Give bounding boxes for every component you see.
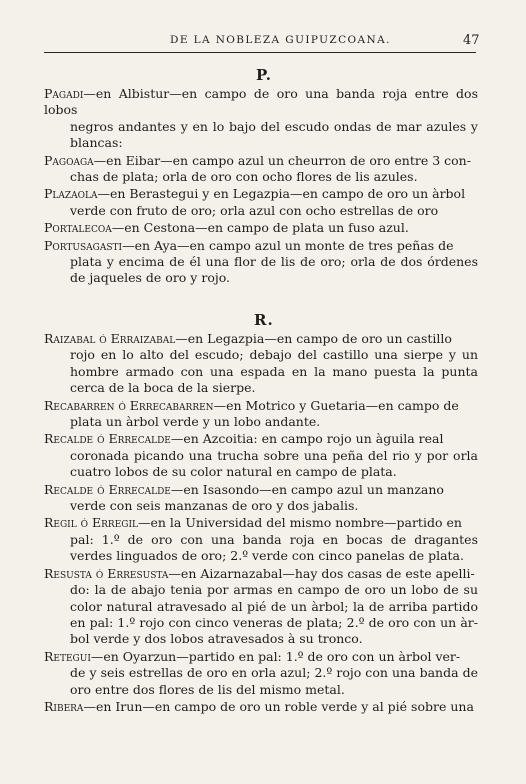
entry-surname: Ribera — [44, 698, 84, 714]
entry-ribera — [44, 699, 478, 715]
entry-continuation: chas de plata; orla de oro con ocho flores de lis azules. — [70, 169, 418, 185]
entry-continuation: de y seis estrellas de oro en orla azul; 2.º rojo con una banda de oro entre dos flores de lis del mismo metal. — [70, 665, 478, 697]
entry-continuation: verde con seis manzanas de oro y dos jabalis. — [70, 498, 359, 514]
section-letter-p: P. — [256, 66, 273, 84]
entry-pagadi — [44, 86, 478, 152]
entry-pagoaga — [44, 153, 478, 186]
entry-continuation: coronada picando una trucha sobre una peña del rio y por orla cuatro lobos de su color natural en campo de plata. — [70, 447, 478, 480]
entry-surname: Retegui — [44, 648, 91, 664]
entry-surname: Plazaola — [44, 186, 98, 202]
entry-raizabal — [44, 331, 478, 397]
page-number: 47 — [463, 33, 480, 48]
header-rule — [44, 52, 476, 53]
entry-surname: Regil ó Erregil — [44, 515, 138, 531]
entry-surname: Recabarren ó Errecabarren — [44, 397, 214, 413]
entry-text: —en Berastegui y en Legazpia—en campo de oro un àrbol — [97, 186, 466, 202]
entry-text: —en Isasondo—en campo azul un manzano — [170, 481, 444, 497]
running-head: DE LA NOBLEZA GUIPUZCOANA. — [170, 34, 391, 46]
entry-resusta — [44, 566, 478, 648]
entry-text: —en la Universidad del mismo nombre—partido en — [138, 515, 462, 531]
entry-text: —en Aizarnazabal—hay dos casas de este apelli- — [168, 565, 475, 581]
entry-continuation: plata un àrbol verde y un lobo andante. — [70, 414, 321, 430]
entry-surname: Recalde ó Errecalde — [44, 431, 171, 447]
entry-text: —en Eibar—en campo azul un cheurron de oro entre 3 con- — [93, 152, 471, 168]
section-p-entries — [44, 86, 478, 288]
entry-surname: Resusta ó Erresusta — [44, 565, 169, 581]
entry-surname: Raizabal ó Erraizabal — [44, 331, 176, 346]
entry-continuation: pal: 1.º de oro con una banda roja en bocas de dragantes verdes linguados de oro; 2.º verde con cinco panelas de plata. — [70, 531, 478, 564]
entry-continuation: negros andantes y en lo bajo del escudo ondas de mar azules y blancas: — [70, 118, 478, 151]
entry-continuation: do: la de abajo tenia por armas en campo de oro un lobo de su color natural atravesado al pié de un àrbol; la de arriba partido en pal: 1.º rojo con cinco veneras de plata; 2.º de oro con un àr- bol verde y dos lobos atravesados à su tronco. — [70, 582, 478, 647]
page-header — [0, 34, 526, 54]
entry-regil — [44, 515, 478, 564]
entry-text: —en Cestona—en campo de plata un fuso azul. — [111, 220, 409, 236]
section-letter-r: R. — [254, 311, 274, 329]
entry-text: —en Irun—en campo de oro un roble verde y al pié sobre una — [83, 698, 474, 714]
entry-text: —en Azcoitia: en campo rojo un àguila real — [170, 431, 444, 447]
entry-portusagasti — [44, 238, 478, 287]
entry-continuation: rojo en lo alto del escudo; debajo del castillo una sierpe y un hombre armado con una espada en la mano puesta la punta cerca de la boca de la sierpe. — [70, 347, 478, 396]
entry-surname: Pagadi — [44, 86, 84, 101]
section-r-entries — [44, 331, 478, 716]
entry-portalecoa — [44, 220, 478, 236]
entry-retegui — [44, 649, 478, 698]
entry-surname: Pagoaga — [44, 152, 94, 168]
entry-continuation: verde con fruto de oro; orla azul con ocho estrellas de oro — [70, 202, 439, 218]
entry-surname: Portusagasti — [44, 237, 123, 253]
entry-continuation: plata y encima de él una flor de lis de oro; orla de dos órdenes de jaqueles de oro y rojo. — [70, 254, 478, 286]
entry-text: —en Aya—en campo azul un monte de tres peñas de — [122, 237, 454, 253]
entry-recabarren — [44, 398, 478, 431]
entry-recalde-isasondo — [44, 482, 478, 515]
entry-surname: Recalde ó Errecalde — [44, 481, 171, 497]
entry-text: —en Albistur—en campo de oro una banda roja entre dos lobos — [44, 86, 478, 118]
entry-recalde-azcoitia — [44, 431, 478, 480]
entry-surname: Portalecoa — [44, 220, 112, 236]
entry-plazaola — [44, 186, 478, 219]
entry-text: —en Motrico y Guetaria—en campo de — [213, 397, 459, 413]
entry-text: —en Legazpia—en campo de oro un castillo — [175, 331, 452, 346]
entry-text: —en Oyarzun—partido en pal: 1.º de oro con un àrbol ver- — [90, 648, 461, 664]
